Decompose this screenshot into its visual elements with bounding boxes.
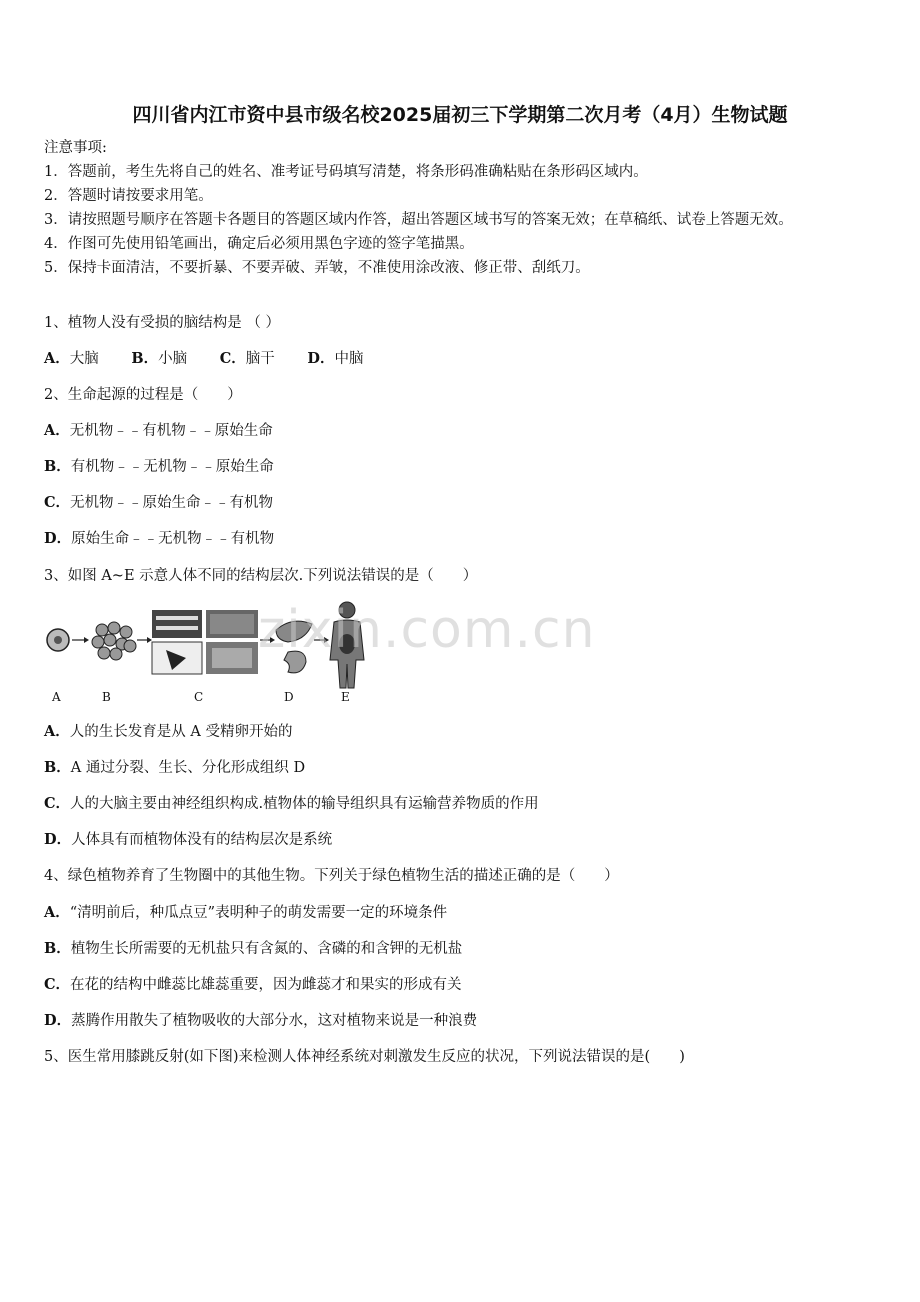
figure-label-d: D <box>284 690 294 704</box>
option: D．人体具有而植物体没有的结构层次是系统 <box>44 831 333 848</box>
option: D．蒸腾作用散失了植物吸收的大部分水，这对植物来说是一种浪费 <box>44 1012 478 1029</box>
option: B．小脑 <box>131 350 188 367</box>
option: D．中脑 <box>307 350 364 367</box>
notice-item: 5．保持卡面清洁，不要折暴、不要弄破、弄皱，不准使用涂改液、修正带、刮纸刀。 <box>44 260 590 276</box>
question-stem: 2、生命起源的过程是（ ） <box>44 387 242 403</box>
option: A．人的生长发育是从 A 受精卵开始的 <box>44 723 293 740</box>
figure-label-e: E <box>341 690 350 704</box>
option: B．植物生长所需要的无机盐只有含氮的、含磷的和含钾的无机盐 <box>44 940 463 957</box>
option: C．人的大脑主要由神经组织构成.植物体的输导组织具有运输营养物质的作用 <box>44 795 539 812</box>
option: C．无机物﹣﹣原始生命﹣﹣有机物 <box>44 494 274 511</box>
option: A．“清明前后，种瓜点豆”表明种子的萌发需要一定的环境条件 <box>44 904 448 921</box>
notice-item: 2．答题时请按要求用笔。 <box>44 188 213 204</box>
question-options <box>44 350 391 368</box>
option: C．脑干 <box>219 350 275 367</box>
question-stem: 5、医生常用膝跳反射(如下图)来检测人体神经系统对刺激发生反应的状况，下列说法错误的是( ) <box>44 1049 685 1065</box>
option: A．大脑 <box>44 350 99 367</box>
question-stem: 3、如图 A~E 示意人体不同的结构层次.下列说法错误的是（ ） <box>44 568 478 584</box>
figure-label-c: C <box>194 690 204 704</box>
option: C．在花的结构中雌蕊比雄蕊重要，因为雌蕊才和果实的形成有关 <box>44 976 462 993</box>
page-title: 四川省内江市资中县市级名校2025届初三下学期第二次月考（4月）生物试题 <box>132 104 788 126</box>
option: B．有机物﹣﹣无机物﹣﹣原始生命 <box>44 458 274 475</box>
option: B．A 通过分裂、生长、分化形成组织 D <box>44 759 306 776</box>
watermark: zixin.com.cn <box>258 600 596 660</box>
option: D．原始生命﹣﹣无机物﹣﹣有机物 <box>44 530 275 547</box>
option: A．无机物﹣﹣有机物﹣﹣原始生命 <box>44 422 273 439</box>
notice-item: 3．请按照题号顺序在答题卡各题目的答题区域内作答，超出答题区域书写的答案无效；在草稿纸、试卷上答题无效。 <box>44 212 793 228</box>
figure-label-b: B <box>102 690 111 704</box>
notice-heading: 注意事项: <box>44 140 107 156</box>
question-stem: 4、绿色植物养育了生物圈中的其他生物。下列关于绿色植物生活的描述正确的是（ ） <box>44 868 619 884</box>
notice-item: 4．作图可先使用铅笔画出，确定后必须用黑色字迹的签字笔描黑。 <box>44 236 474 252</box>
figure-label-a: A <box>52 690 61 704</box>
question-stem: 1、植物人没有受损的脑结构是 （ ） <box>44 315 280 331</box>
notice-item: 1．答题前，考生先将自己的姓名、准考证号码填写清楚，将条形码准确粘贴在条形码区域内。 <box>44 164 648 180</box>
